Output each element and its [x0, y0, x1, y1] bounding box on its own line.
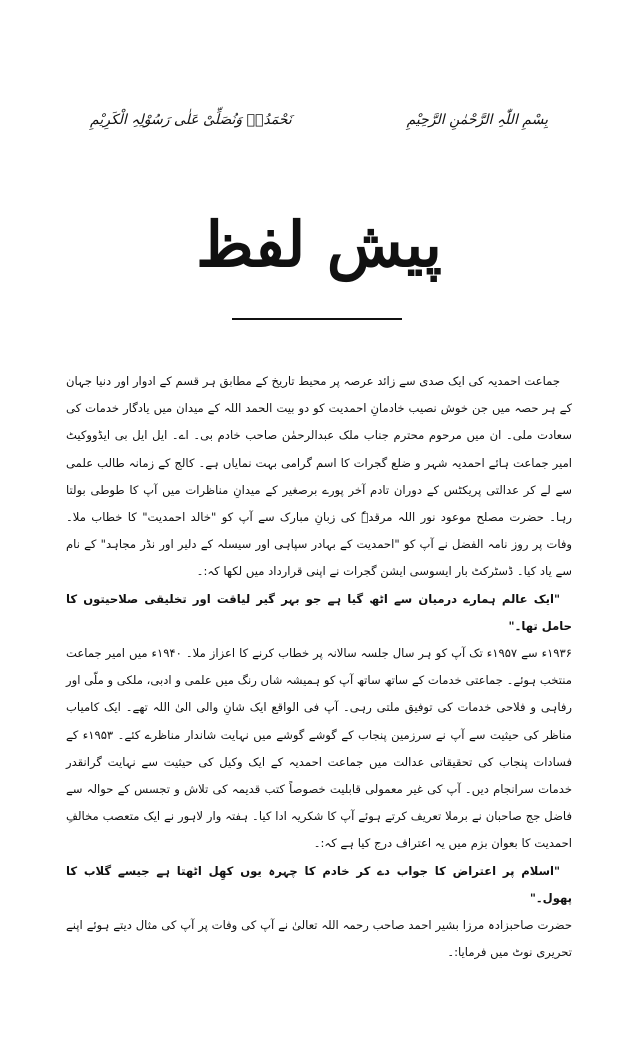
paragraph-closing: حضرت صاحبزادہ مرزا بشیر احمد صاحب رحمہ اللہ تعالیٰ نے آپ کی وفات پر آپ کی مثال دیتے ہوئے اپنے تحریری نوٹ میں فرمایا:۔ [66, 918, 572, 960]
paragraph-intro: جماعت احمدیہ کی ایک صدی سے زائد عرصہ پر محیط تاریخ کے مطابق ہر قسم کے ادوار اور دنیا جہان کے ہر حصہ میں جن خوش نصیب خادمانِ احمدیت کو دو بیت الحمد اللہ کے میدان میں یادگار خدمات کی سعادت ملی۔ ان میں مرحوم محترم جناب ملک عبدالرحمٰن صاحب خادم بی۔ اے۔ ایل ایل بی ایڈووکیٹ امیر جماعت ہائے احمدیہ شہر و ضلع گجرات کا اسم گرامی بہت نمایاں ہے۔ کالج کے زمانہ طالب علمی سے لے کر عدالتی پریکٹس کے دوران تادم آخر پورے برصغیر کے میدانِ مناظرات میں آپ کا طوطی بولتا رہا۔ حضرت مصلح موعود نور اللہ مرقدہٗ کی زبانِ مبارک سے آپ کو "خالد احمدیت" کا خطاب ملا۔ وفات پر روز نامہ الفضل نے آپ کو "احمدیت کے بہادر سپاہی اور سیسلہ کے دلیر اور نڈر مجاہد" کے نام سے یاد کیا۔ ڈسٹرکٹ بار ایسوسی ایشن گجرات نے اپنی قرارداد میں لکھا کہ:۔ [66, 374, 572, 579]
bismillah-text: بِسْمِ اللّٰہِ الرَّحْمٰنِ الرَّحِیْمِ [406, 112, 548, 128]
body-text [66, 368, 572, 966]
page-header [90, 105, 548, 135]
title-underline [232, 318, 402, 320]
quote-islam: "اسلام پر اعتراض کا جواب دے کر خادم کا چہرہ یوں کھِل اٹھتا ہے جیسے گلاب کا پھول۔" [66, 863, 572, 905]
paragraph-services: ۱۹۳۶ء سے ۱۹۵۷ء تک آپ کو ہر سال جلسہ سالانہ پر خطاب کرنے کا اعزاز ملا۔ ۱۹۴۰ء میں امیر جماعت منتخب ہوئے۔ جماعتی خدمات کے ساتھ ساتھ آپ کو ہمیشہ شاں رنگ میں علمی و ادبی، ملکی و ملّی اور رفاہی و فلاحی خدمات کی توفیق ملتی رہی۔ آپ فی الواقع ایک شانِ والی الیٰ اللہ تھے۔ ایک کامیاب مناظر کی حیثیت سے آپ نے سرزمین پنجاب کے گوشے گوشے میں نہایت شاندار مناظرے کئے۔ ۱۹۵۳ء کے فسادات پنجاب کی تحقیقاتی عدالت میں جماعت احمدیہ کے ایک وکیل کی حیثیت سے نہایت گرانقدر خدمات سرانجام دیں۔ آپ کی غیر معمولی قابلیت خصوصاً کتب قدیمہ کی تلاش و تجسس کے حوالہ سے فاضل جج صاحبان نے برملا تعریف کرتے ہوئے آپ کا شکریہ ادا کیا۔ ہفتہ وار لاہور نے ایک متعصب مخالفِ احمدیت کا بعوان بزم میں یہ اعتراف درج کیا ہے کہ:۔ [66, 646, 572, 851]
page-title: پیش لفظ [196, 208, 442, 281]
quote-bar-association: "ایک عالم ہمارے درمیان سے اٹھ گیا ہے جو بہر گیر لیاقت اور تخلیقی صلاحیتوں کا حامل تھا۔" [66, 591, 572, 633]
salutation-text: نَحْمَدُہٗ وَنُصَلِّیْ عَلٰی رَسُوْلِہِ الْکَرِیْمِ [90, 112, 292, 128]
